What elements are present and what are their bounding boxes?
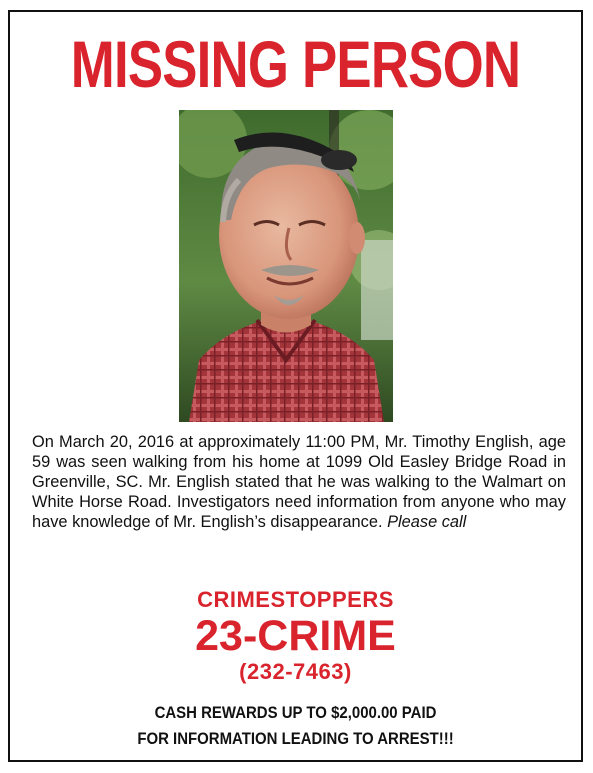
reward-line-1: CASH REWARDS UP TO $2,000.00 PAID <box>154 703 437 722</box>
missing-person-photo <box>179 110 393 422</box>
reward-line-2: FOR INFORMATION LEADING TO ARREST!!! <box>137 729 454 748</box>
crimestoppers-number: 23-CRIME <box>195 612 396 660</box>
crimestoppers-label: CRIMESTOPPERS <box>197 587 394 612</box>
missing-person-poster <box>8 10 583 762</box>
please-call-text: Please call <box>387 513 467 531</box>
incident-description <box>32 432 566 532</box>
portrait-image <box>179 110 393 422</box>
incident-description-text: On March 20, 2016 at approximately 11:00 PM, Mr. Timothy English, age 59 was seen walking from his home at 1099 Old Easley Bridge Road in Greenville, SC. Mr. English stated that he was walking to the Walmart on White Horse Road. Investigators need information from anyone who may have knowledge of Mr. English’s disappearance. <box>32 433 566 531</box>
crimestoppers-digits: (232-7463) <box>239 659 352 684</box>
poster-headline: MISSING PERSON <box>70 27 521 101</box>
